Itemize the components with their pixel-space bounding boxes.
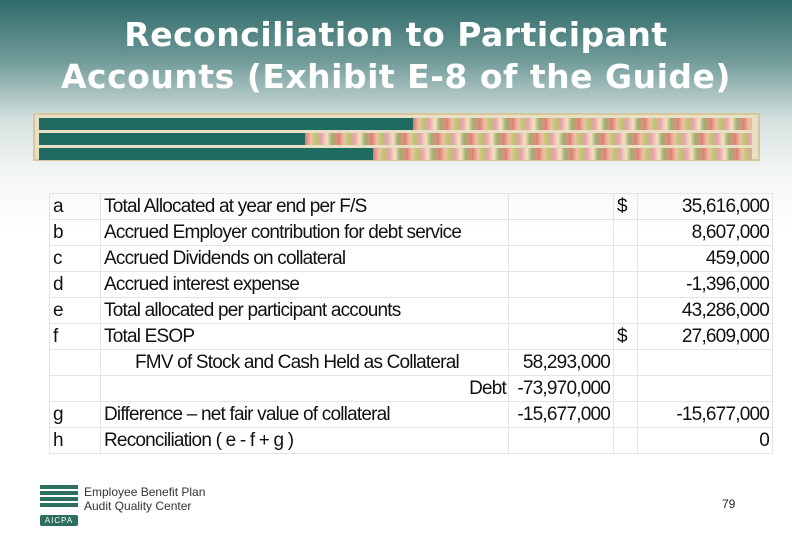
row-dollar-sign: $ — [614, 324, 638, 350]
row-key: d — [50, 272, 101, 298]
table-row — [50, 298, 773, 324]
row-description: Reconciliation ( e - f + g ) — [101, 428, 509, 454]
reconciliation-table — [49, 193, 773, 454]
row-amount — [638, 350, 773, 376]
row-key: a — [50, 194, 101, 220]
row-subtotal: -15,677,000 — [509, 402, 614, 428]
aicpa-ebpaqc-logo — [40, 485, 220, 527]
row-dollar-sign — [614, 428, 638, 454]
row-amount: 0 — [638, 428, 773, 454]
row-dollar-sign — [614, 376, 638, 402]
row-amount: 43,286,000 — [638, 298, 773, 324]
row-dollar-sign — [614, 350, 638, 376]
row-dollar-sign — [614, 220, 638, 246]
table-row — [50, 402, 773, 428]
row-amount: 8,607,000 — [638, 220, 773, 246]
row-subtotal — [509, 220, 614, 246]
row-key: e — [50, 298, 101, 324]
row-amount: 35,616,000 — [638, 194, 773, 220]
row-description: Debt — [101, 376, 509, 402]
logo-line-1: Employee Benefit Plan — [84, 485, 206, 499]
logo-text — [84, 485, 205, 513]
row-subtotal: 58,293,000 — [509, 350, 614, 376]
row-key: f — [50, 324, 101, 350]
row-amount: -15,677,000 — [638, 402, 773, 428]
title-line-1: Reconciliation to Participant — [124, 15, 668, 54]
row-subtotal — [509, 272, 614, 298]
row-key: c — [50, 246, 101, 272]
table-row — [50, 376, 773, 402]
row-description: Accrued Dividends on collateral — [101, 246, 509, 272]
row-dollar-sign — [614, 298, 638, 324]
aicpa-badge: AICPA — [40, 515, 78, 526]
row-key: h — [50, 428, 101, 454]
banner-bar — [39, 118, 752, 130]
row-key: g — [50, 402, 101, 428]
row-subtotal — [509, 246, 614, 272]
row-amount: -1,396,000 — [638, 272, 773, 298]
row-subtotal — [509, 298, 614, 324]
table-row — [50, 220, 773, 246]
decorative-banner — [33, 113, 760, 161]
row-amount: 27,609,000 — [638, 324, 773, 350]
table-row — [50, 324, 773, 350]
row-dollar-sign — [614, 246, 638, 272]
row-description: Total ESOP — [101, 324, 509, 350]
row-subtotal — [509, 194, 614, 220]
title-line-2: Accounts (Exhibit E-8 of the Guide) — [61, 57, 731, 96]
row-description: Difference – net fair value of collateral — [101, 402, 509, 428]
row-dollar-sign — [614, 402, 638, 428]
row-description: FMV of Stock and Cash Held as Collateral — [101, 350, 509, 376]
row-description: Accrued Employer contribution for debt service — [101, 220, 509, 246]
table-row — [50, 350, 773, 376]
row-key: b — [50, 220, 101, 246]
row-description: Total Allocated at year end per F/S — [101, 194, 509, 220]
banner-bar — [39, 133, 752, 145]
row-dollar-sign: $ — [614, 194, 638, 220]
banner-bar — [39, 148, 752, 160]
row-subtotal — [509, 428, 614, 454]
row-subtotal — [509, 324, 614, 350]
row-description: Accrued interest expense — [101, 272, 509, 298]
row-subtotal: -73,970,000 — [509, 376, 614, 402]
table-row — [50, 428, 773, 454]
row-key — [50, 376, 101, 402]
table-row — [50, 246, 773, 272]
page-number: 79 — [722, 497, 736, 511]
row-amount: 459,000 — [638, 246, 773, 272]
row-amount — [638, 376, 773, 402]
table-row — [50, 194, 773, 220]
slide-title — [0, 14, 792, 98]
row-description: Total allocated per participant accounts — [101, 298, 509, 324]
row-key — [50, 350, 101, 376]
table-row — [50, 272, 773, 298]
logo-line-2: Audit Quality Center — [84, 499, 192, 513]
row-dollar-sign — [614, 272, 638, 298]
